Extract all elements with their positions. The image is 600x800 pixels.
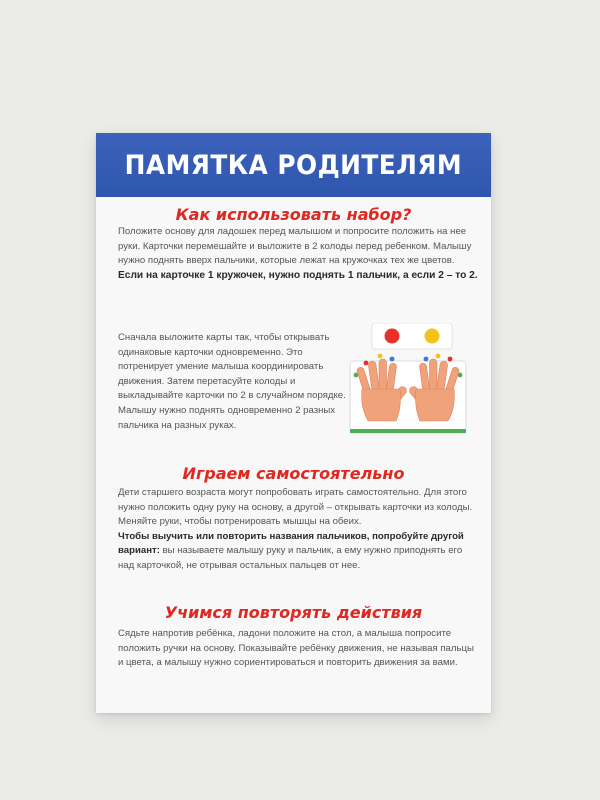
board-dot [378, 354, 383, 359]
section1-text: Положите основу для ладошек перед малышом и попросите положить на нее руки. Карточки перемешайте и выложите в 2 колоды перед ребенком. Малышу нужно поднять вверх пальчики, которые лежат на кружочках тех же цветов. [118, 226, 472, 267]
section-heading-repeat-actions: Учимся повторять действия [164, 603, 423, 622]
section-heading-play-alone: Играем самостоятельно [182, 464, 405, 483]
section3-paragraph [118, 627, 478, 671]
section-heading-how-to-use: Как использовать набор? [175, 205, 412, 224]
section2-text: Дети старшего возраста могут попробовать играть самостоятельно. Для этого нужно положить одну руку на основу, а другой – открывать карточки из колоды. Меняйте руки, чтобы потренировать мышцы на обеих. [118, 487, 473, 528]
section3-text: Сядьте напротив ребёнка, ладони положите на стол, а малыша попросите положить ручки на основу. Показывайте ребёнку движения, не называя пальцы и цвета, а малышу нужно сориентироваться и повторить движения за вами. [118, 628, 474, 669]
section1-text-2: Сначала выложите карты так, чтобы открывать одинаковые карточки одновременно. Это потренирует умение малыша координировать движения. Затем перетасуйте колоды и выкладывайте карточки по 2 в случайном порядке. Малышу нужно поднять одновременно 2 разных пальчика на разных руках. [118, 332, 346, 431]
board-dot [448, 357, 453, 362]
board-edge [350, 429, 466, 433]
section1-bold-text: Если на карточке 1 кружочек, нужно поднять 1 пальчик, а если 2 – то 2. [118, 269, 478, 281]
board-dot [364, 361, 369, 366]
page-title: ПАМЯТКА РОДИТЕЛЯМ [124, 149, 463, 181]
section2-text-2: вы называете малышу руку и пальчик, а ему нужно приподнять его над карточкой, не отрывая остальных пальцев от нее. [118, 545, 463, 571]
board-dot [436, 354, 441, 359]
board-dot [424, 357, 429, 362]
board-dot [390, 357, 395, 362]
color-card [372, 323, 452, 349]
hands-illustration [346, 323, 470, 437]
section1-paragraph [118, 225, 478, 283]
card-yellow-dot [425, 329, 440, 344]
section2-bold-text: Чтобы выучить или повторить названия пальчиков, попробуйте другой вариант: [118, 530, 464, 557]
card-red-dot [385, 329, 400, 344]
instruction-sheet [96, 133, 491, 713]
header-banner [96, 133, 491, 197]
section2-paragraph [118, 486, 478, 574]
section1-paragraph-2 [118, 331, 350, 433]
